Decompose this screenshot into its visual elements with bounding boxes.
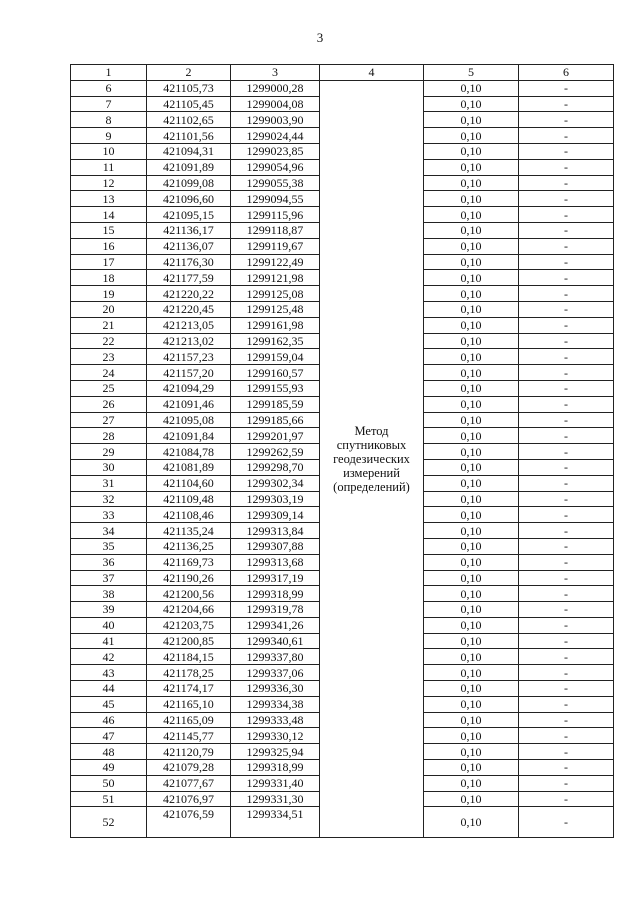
accuracy-cell: 0,10 <box>424 128 519 144</box>
coordinate-y-cell: 1299318,99 <box>231 586 320 602</box>
coordinate-x-cell: 421178,25 <box>147 665 231 681</box>
coordinates-table <box>70 64 614 838</box>
accuracy-cell: 0,10 <box>424 760 519 776</box>
coordinate-x-cell: 421220,45 <box>147 301 231 317</box>
coordinate-y-cell: 1299302,34 <box>231 475 320 491</box>
accuracy-cell: 0,10 <box>424 617 519 633</box>
point-number-cell: 33 <box>71 507 147 523</box>
accuracy-cell: 0,10 <box>424 444 519 460</box>
coordinate-y-cell: 1299162,35 <box>231 333 320 349</box>
note-cell: - <box>519 554 614 570</box>
coordinate-y-cell: 1299309,14 <box>231 507 320 523</box>
coordinate-x-cell: 421096,60 <box>147 191 231 207</box>
point-number-cell: 36 <box>71 554 147 570</box>
coordinate-y-cell: 1299318,99 <box>231 760 320 776</box>
note-cell: - <box>519 586 614 602</box>
coordinate-x-cell: 421204,66 <box>147 602 231 618</box>
point-number-cell: 11 <box>71 159 147 175</box>
note-cell: - <box>519 602 614 618</box>
coordinate-x-cell: 421099,08 <box>147 175 231 191</box>
coordinate-y-cell: 1299000,28 <box>231 80 320 96</box>
coordinate-y-cell: 1299334,38 <box>231 696 320 712</box>
method-cell <box>320 80 424 838</box>
coordinate-x-cell: 421213,05 <box>147 317 231 333</box>
coordinate-x-cell: 421084,78 <box>147 444 231 460</box>
point-number-cell: 15 <box>71 222 147 238</box>
coordinate-y-cell: 1299331,30 <box>231 791 320 807</box>
coordinate-y-cell: 1299055,38 <box>231 175 320 191</box>
point-number-cell: 25 <box>71 380 147 396</box>
note-cell: - <box>519 775 614 791</box>
coordinate-y-cell: 1299331,40 <box>231 775 320 791</box>
coordinate-y-cell: 1299317,19 <box>231 570 320 586</box>
coordinate-y-cell: 1299313,84 <box>231 523 320 539</box>
coordinate-y-cell: 1299159,04 <box>231 349 320 365</box>
note-cell: - <box>519 365 614 381</box>
note-cell: - <box>519 96 614 112</box>
accuracy-cell: 0,10 <box>424 712 519 728</box>
method-text-line: (определений) <box>333 480 410 495</box>
coordinate-y-cell: 1299125,48 <box>231 301 320 317</box>
accuracy-cell: 0,10 <box>424 665 519 681</box>
coordinate-y-cell: 1299336,30 <box>231 681 320 697</box>
accuracy-cell: 0,10 <box>424 681 519 697</box>
accuracy-cell: 0,10 <box>424 602 519 618</box>
accuracy-cell: 0,10 <box>424 317 519 333</box>
coordinate-y-cell: 1299121,98 <box>231 270 320 286</box>
accuracy-cell: 0,10 <box>424 475 519 491</box>
point-number-cell: 47 <box>71 728 147 744</box>
point-number-cell: 28 <box>71 428 147 444</box>
note-cell: - <box>519 286 614 302</box>
point-number-cell: 23 <box>71 349 147 365</box>
accuracy-cell: 0,10 <box>424 807 519 838</box>
note-cell: - <box>519 254 614 270</box>
accuracy-cell: 0,10 <box>424 649 519 665</box>
accuracy-cell: 0,10 <box>424 222 519 238</box>
point-number-cell: 38 <box>71 586 147 602</box>
note-cell: - <box>519 191 614 207</box>
coordinate-x-cell: 421101,56 <box>147 128 231 144</box>
coordinate-x-cell: 421076,97 <box>147 791 231 807</box>
coordinate-y-cell: 1299122,49 <box>231 254 320 270</box>
column-header: 6 <box>519 65 614 81</box>
note-cell: - <box>519 143 614 159</box>
accuracy-cell: 0,10 <box>424 301 519 317</box>
coordinate-x-cell: 421157,23 <box>147 349 231 365</box>
point-number-cell: 35 <box>71 538 147 554</box>
coordinate-x-cell: 421200,85 <box>147 633 231 649</box>
point-number-cell: 6 <box>71 80 147 96</box>
accuracy-cell: 0,10 <box>424 96 519 112</box>
coordinate-y-cell: 1299337,80 <box>231 649 320 665</box>
note-cell: - <box>519 570 614 586</box>
point-number-cell: 34 <box>71 523 147 539</box>
point-number-cell: 26 <box>71 396 147 412</box>
note-cell: - <box>519 270 614 286</box>
coordinate-y-cell: 1299155,93 <box>231 380 320 396</box>
coordinate-y-cell: 1299341,26 <box>231 617 320 633</box>
note-cell: - <box>519 633 614 649</box>
coordinate-x-cell: 421105,45 <box>147 96 231 112</box>
note-cell: - <box>519 617 614 633</box>
coordinate-y-cell: 1299330,12 <box>231 728 320 744</box>
accuracy-cell: 0,10 <box>424 396 519 412</box>
coordinate-x-cell: 421176,30 <box>147 254 231 270</box>
coordinate-x-cell: 421091,84 <box>147 428 231 444</box>
coordinate-y-cell: 1299004,08 <box>231 96 320 112</box>
point-number-cell: 13 <box>71 191 147 207</box>
note-cell: - <box>519 112 614 128</box>
column-header: 4 <box>320 65 424 81</box>
accuracy-cell: 0,10 <box>424 775 519 791</box>
accuracy-cell: 0,10 <box>424 159 519 175</box>
point-number-cell: 18 <box>71 270 147 286</box>
accuracy-cell: 0,10 <box>424 80 519 96</box>
point-number-cell: 14 <box>71 207 147 223</box>
coordinate-x-cell: 421169,73 <box>147 554 231 570</box>
note-cell: - <box>519 317 614 333</box>
note-cell: - <box>519 128 614 144</box>
point-number-cell: 40 <box>71 617 147 633</box>
point-number-cell: 17 <box>71 254 147 270</box>
point-number-cell: 20 <box>71 301 147 317</box>
accuracy-cell: 0,10 <box>424 633 519 649</box>
table-row <box>71 80 614 96</box>
method-text-line: геодезических <box>333 452 410 467</box>
coordinate-x-cell: 421077,67 <box>147 775 231 791</box>
accuracy-cell: 0,10 <box>424 333 519 349</box>
note-cell: - <box>519 523 614 539</box>
accuracy-cell: 0,10 <box>424 349 519 365</box>
coordinate-x-cell: 421095,15 <box>147 207 231 223</box>
point-number-cell: 43 <box>71 665 147 681</box>
note-cell: - <box>519 222 614 238</box>
accuracy-cell: 0,10 <box>424 191 519 207</box>
accuracy-cell: 0,10 <box>424 744 519 760</box>
coordinate-y-cell: 1299313,68 <box>231 554 320 570</box>
coordinate-x-cell: 421136,07 <box>147 238 231 254</box>
coordinate-y-cell: 1299185,59 <box>231 396 320 412</box>
accuracy-cell: 0,10 <box>424 380 519 396</box>
coordinate-y-cell: 1299118,87 <box>231 222 320 238</box>
coordinate-x-cell: 421095,08 <box>147 412 231 428</box>
note-cell: - <box>519 807 614 838</box>
note-cell: - <box>519 80 614 96</box>
note-cell: - <box>519 649 614 665</box>
point-number-cell: 24 <box>71 365 147 381</box>
coordinate-y-cell: 1299337,06 <box>231 665 320 681</box>
coordinate-y-cell: 1299340,61 <box>231 633 320 649</box>
accuracy-cell: 0,10 <box>424 428 519 444</box>
coordinate-y-cell: 1299161,98 <box>231 317 320 333</box>
point-number-cell: 29 <box>71 444 147 460</box>
coordinate-x-cell: 421108,46 <box>147 507 231 523</box>
coordinate-x-cell: 421076,59 <box>147 807 231 838</box>
coordinate-y-cell: 1299201,97 <box>231 428 320 444</box>
note-cell: - <box>519 207 614 223</box>
coordinate-y-cell: 1299125,08 <box>231 286 320 302</box>
accuracy-cell: 0,10 <box>424 412 519 428</box>
column-header: 2 <box>147 65 231 81</box>
coordinate-y-cell: 1299115,96 <box>231 207 320 223</box>
accuracy-cell: 0,10 <box>424 538 519 554</box>
accuracy-cell: 0,10 <box>424 365 519 381</box>
point-number-cell: 9 <box>71 128 147 144</box>
coordinate-y-cell: 1299307,88 <box>231 538 320 554</box>
accuracy-cell: 0,10 <box>424 254 519 270</box>
note-cell: - <box>519 396 614 412</box>
column-header: 1 <box>71 65 147 81</box>
accuracy-cell: 0,10 <box>424 112 519 128</box>
coordinate-y-cell: 1299023,85 <box>231 143 320 159</box>
coordinate-x-cell: 421109,48 <box>147 491 231 507</box>
point-number-cell: 16 <box>71 238 147 254</box>
coordinate-x-cell: 421120,79 <box>147 744 231 760</box>
point-number-cell: 41 <box>71 633 147 649</box>
coordinate-x-cell: 421220,22 <box>147 286 231 302</box>
note-cell: - <box>519 728 614 744</box>
point-number-cell: 22 <box>71 333 147 349</box>
coordinate-y-cell: 1299325,94 <box>231 744 320 760</box>
coordinate-y-cell: 1299024,44 <box>231 128 320 144</box>
note-cell: - <box>519 696 614 712</box>
point-number-cell: 7 <box>71 96 147 112</box>
note-cell: - <box>519 159 614 175</box>
accuracy-cell: 0,10 <box>424 175 519 191</box>
note-cell: - <box>519 238 614 254</box>
coordinate-x-cell: 421136,17 <box>147 222 231 238</box>
note-cell: - <box>519 538 614 554</box>
accuracy-cell: 0,10 <box>424 586 519 602</box>
coordinate-x-cell: 421200,56 <box>147 586 231 602</box>
coordinate-x-cell: 421091,89 <box>147 159 231 175</box>
note-cell: - <box>519 681 614 697</box>
note-cell: - <box>519 333 614 349</box>
point-number-cell: 37 <box>71 570 147 586</box>
accuracy-cell: 0,10 <box>424 143 519 159</box>
column-header: 5 <box>424 65 519 81</box>
point-number-cell: 49 <box>71 760 147 776</box>
note-cell: - <box>519 665 614 681</box>
point-number-cell: 44 <box>71 681 147 697</box>
coordinate-y-cell: 1299160,57 <box>231 365 320 381</box>
note-cell: - <box>519 459 614 475</box>
point-number-cell: 31 <box>71 475 147 491</box>
accuracy-cell: 0,10 <box>424 791 519 807</box>
note-cell: - <box>519 760 614 776</box>
note-cell: - <box>519 444 614 460</box>
coordinate-x-cell: 421190,26 <box>147 570 231 586</box>
point-number-cell: 39 <box>71 602 147 618</box>
coordinate-y-cell: 1299319,78 <box>231 602 320 618</box>
coordinate-y-cell: 1299094,55 <box>231 191 320 207</box>
point-number-cell: 48 <box>71 744 147 760</box>
method-text-line: спутниковых <box>336 438 407 453</box>
coordinate-x-cell: 421203,75 <box>147 617 231 633</box>
coordinate-x-cell: 421102,65 <box>147 112 231 128</box>
coordinate-x-cell: 421174,17 <box>147 681 231 697</box>
coordinate-y-cell: 1299334,51 <box>231 807 320 838</box>
coordinate-x-cell: 421157,20 <box>147 365 231 381</box>
accuracy-cell: 0,10 <box>424 696 519 712</box>
note-cell: - <box>519 412 614 428</box>
point-number-cell: 46 <box>71 712 147 728</box>
coordinate-y-cell: 1299185,66 <box>231 412 320 428</box>
point-number-cell: 27 <box>71 412 147 428</box>
coordinate-x-cell: 421094,31 <box>147 143 231 159</box>
coordinate-x-cell: 421079,28 <box>147 760 231 776</box>
point-number-cell: 50 <box>71 775 147 791</box>
coordinate-x-cell: 421104,60 <box>147 475 231 491</box>
accuracy-cell: 0,10 <box>424 728 519 744</box>
accuracy-cell: 0,10 <box>424 570 519 586</box>
column-header: 3 <box>231 65 320 81</box>
note-cell: - <box>519 475 614 491</box>
accuracy-cell: 0,10 <box>424 491 519 507</box>
coordinate-x-cell: 421081,89 <box>147 459 231 475</box>
coordinate-x-cell: 421165,10 <box>147 696 231 712</box>
point-number-cell: 45 <box>71 696 147 712</box>
coordinate-y-cell: 1299003,90 <box>231 112 320 128</box>
method-text-line: Метод <box>354 424 389 439</box>
table-body <box>71 80 614 838</box>
point-number-cell: 19 <box>71 286 147 302</box>
note-cell: - <box>519 507 614 523</box>
coordinate-x-cell: 421135,24 <box>147 523 231 539</box>
note-cell: - <box>519 712 614 728</box>
coordinate-x-cell: 421094,29 <box>147 380 231 396</box>
coordinate-y-cell: 1299303,19 <box>231 491 320 507</box>
note-cell: - <box>519 349 614 365</box>
accuracy-cell: 0,10 <box>424 507 519 523</box>
accuracy-cell: 0,10 <box>424 238 519 254</box>
coordinate-y-cell: 1299119,67 <box>231 238 320 254</box>
note-cell: - <box>519 175 614 191</box>
accuracy-cell: 0,10 <box>424 459 519 475</box>
table-header-row <box>71 65 614 81</box>
point-number-cell: 30 <box>71 459 147 475</box>
point-number-cell: 52 <box>71 807 147 838</box>
point-number-cell: 42 <box>71 649 147 665</box>
note-cell: - <box>519 791 614 807</box>
accuracy-cell: 0,10 <box>424 286 519 302</box>
coordinate-x-cell: 421105,73 <box>147 80 231 96</box>
accuracy-cell: 0,10 <box>424 207 519 223</box>
note-cell: - <box>519 380 614 396</box>
coordinate-x-cell: 421165,09 <box>147 712 231 728</box>
coordinate-x-cell: 421136,25 <box>147 538 231 554</box>
note-cell: - <box>519 428 614 444</box>
note-cell: - <box>519 301 614 317</box>
accuracy-cell: 0,10 <box>424 270 519 286</box>
coordinate-x-cell: 421184,15 <box>147 649 231 665</box>
coordinate-y-cell: 1299262,59 <box>231 444 320 460</box>
coordinate-y-cell: 1299298,70 <box>231 459 320 475</box>
coordinate-x-cell: 421091,46 <box>147 396 231 412</box>
page-number: 3 <box>316 30 324 45</box>
coordinate-y-cell: 1299054,96 <box>231 159 320 175</box>
point-number-cell: 51 <box>71 791 147 807</box>
note-cell: - <box>519 491 614 507</box>
point-number-cell: 8 <box>71 112 147 128</box>
accuracy-cell: 0,10 <box>424 523 519 539</box>
coordinate-y-cell: 1299333,48 <box>231 712 320 728</box>
point-number-cell: 10 <box>71 143 147 159</box>
point-number-cell: 12 <box>71 175 147 191</box>
point-number-cell: 32 <box>71 491 147 507</box>
accuracy-cell: 0,10 <box>424 554 519 570</box>
coordinate-x-cell: 421177,59 <box>147 270 231 286</box>
note-cell: - <box>519 744 614 760</box>
point-number-cell: 21 <box>71 317 147 333</box>
coordinate-x-cell: 421145,77 <box>147 728 231 744</box>
coordinate-x-cell: 421213,02 <box>147 333 231 349</box>
method-text-line: измерений <box>343 466 400 481</box>
